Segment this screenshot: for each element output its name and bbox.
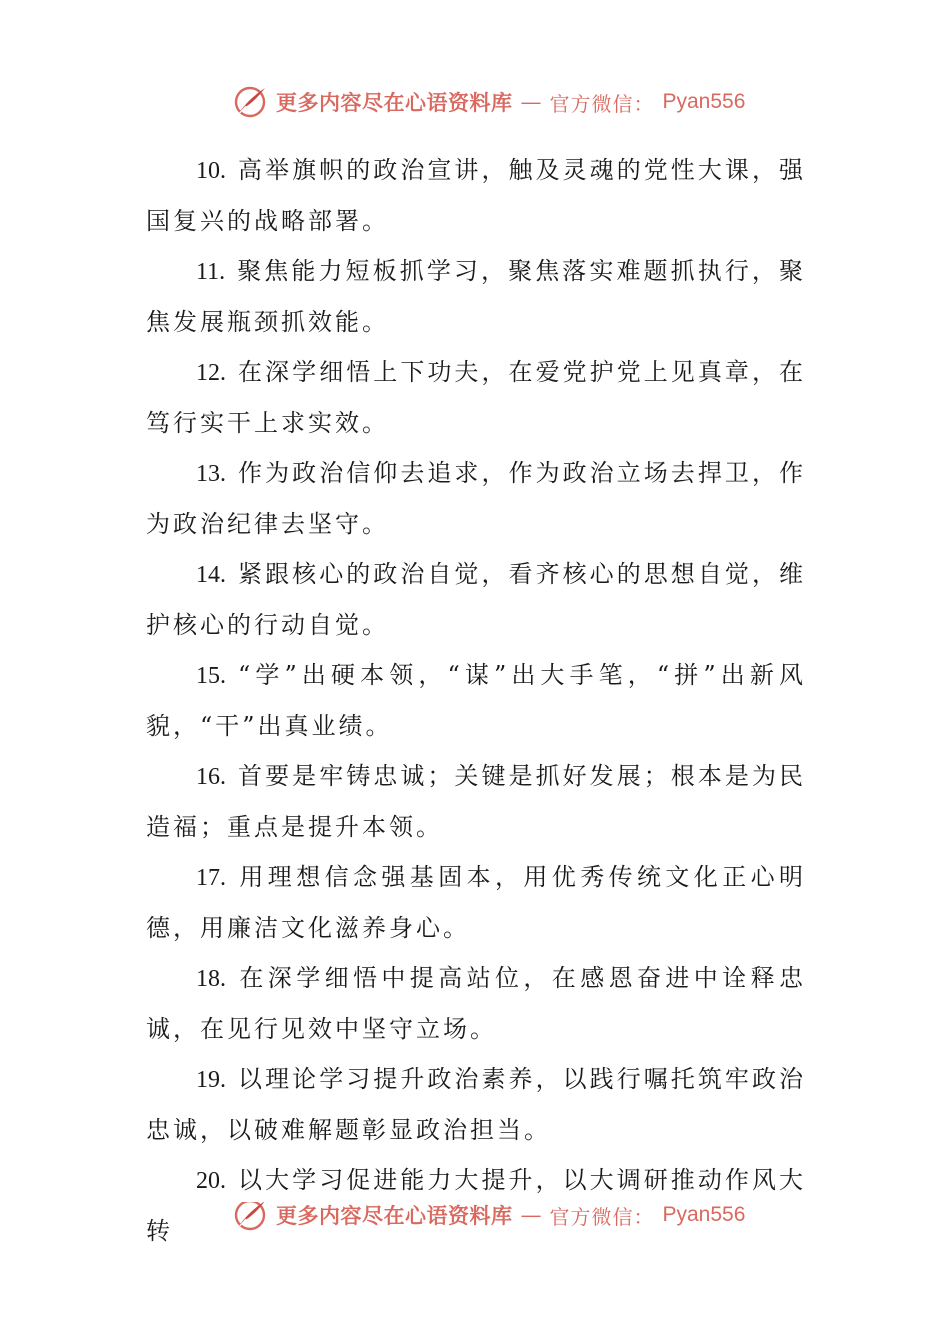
page-footer-banner (232, 1202, 745, 1236)
item-number: 11. (196, 259, 226, 285)
item-text: 高举旗帜的政治宣讲，触及灵魂的党性大课，强国复兴的战略部署。 (146, 156, 806, 235)
document-body (146, 145, 806, 1256)
page-header-banner (232, 82, 745, 122)
quill-pen-logo-icon (232, 84, 268, 120)
item-text: 在深学细悟上下功夫，在爱党护党上见真章，在笃行实干上求实效。 (146, 358, 806, 437)
item-text: 以大学习促进能力大提升，以大调研推动作风大转 (146, 1166, 806, 1245)
list-item (146, 1054, 806, 1155)
item-number: 10. (196, 158, 226, 184)
footer-banner-text: 更多内容尽在心语资料库 (276, 1203, 513, 1228)
item-text: 在深学细悟中提高站位，在感恩奋进中诠释忠诚，在见行见效中坚守立场。 (146, 964, 806, 1043)
header-wechat-id: Pyan556 (662, 90, 746, 113)
item-text: 紧跟核心的政治自觉，看齐核心的思想自觉，维护核心的行动自觉。 (146, 560, 806, 639)
list-item (146, 549, 806, 650)
item-text: 作为政治信仰去追求，作为政治立场去捍卫，作为政治纪律去坚守。 (146, 459, 806, 538)
list-item (146, 650, 806, 751)
item-text: 首要是牢铸忠诚；关键是抓好发展；根本是为民造福；重点是提升本领。 (146, 762, 806, 841)
header-wechat-label: 官方微信： (549, 91, 655, 116)
footer-wechat-id: Pyan556 (662, 1203, 746, 1226)
item-text: 聚焦能力短板抓学习，聚焦落实难题抓执行，聚焦发展瓶颈抓效能。 (146, 257, 806, 336)
list-item (146, 347, 806, 448)
item-number: 16. (196, 764, 226, 790)
item-number: 12. (196, 360, 226, 386)
item-number: 19. (196, 1067, 226, 1093)
item-number: 15. (196, 663, 226, 689)
list-item (146, 751, 806, 852)
list-item (146, 953, 806, 1054)
item-number: 14. (196, 562, 226, 588)
list-item (146, 448, 806, 549)
list-item (146, 145, 806, 246)
footer-wechat-label: 官方微信： (549, 1204, 655, 1229)
item-number: 20. (196, 1168, 226, 1194)
item-number: 18. (196, 966, 226, 992)
item-number: 13. (196, 461, 226, 487)
footer-separator: — (520, 1203, 542, 1227)
list-item (146, 852, 806, 953)
header-separator: — (520, 90, 542, 114)
item-number: 17. (196, 865, 226, 891)
header-banner-text: 更多内容尽在心语资料库 (276, 90, 513, 115)
item-text: 以理论学习提升政治素养，以践行嘱托筑牢政治忠诚，以破难解题彰显政治担当。 (146, 1065, 806, 1144)
list-item (146, 246, 806, 347)
item-text: “学”出硬本领，“谋”出大手笔，“拼”出新风貌，“干”出真业绩。 (146, 661, 806, 740)
quill-pen-logo-icon (232, 1202, 268, 1233)
item-text: 用理想信念强基固本，用优秀传统文化正心明德，用廉洁文化滋养身心。 (146, 863, 806, 942)
